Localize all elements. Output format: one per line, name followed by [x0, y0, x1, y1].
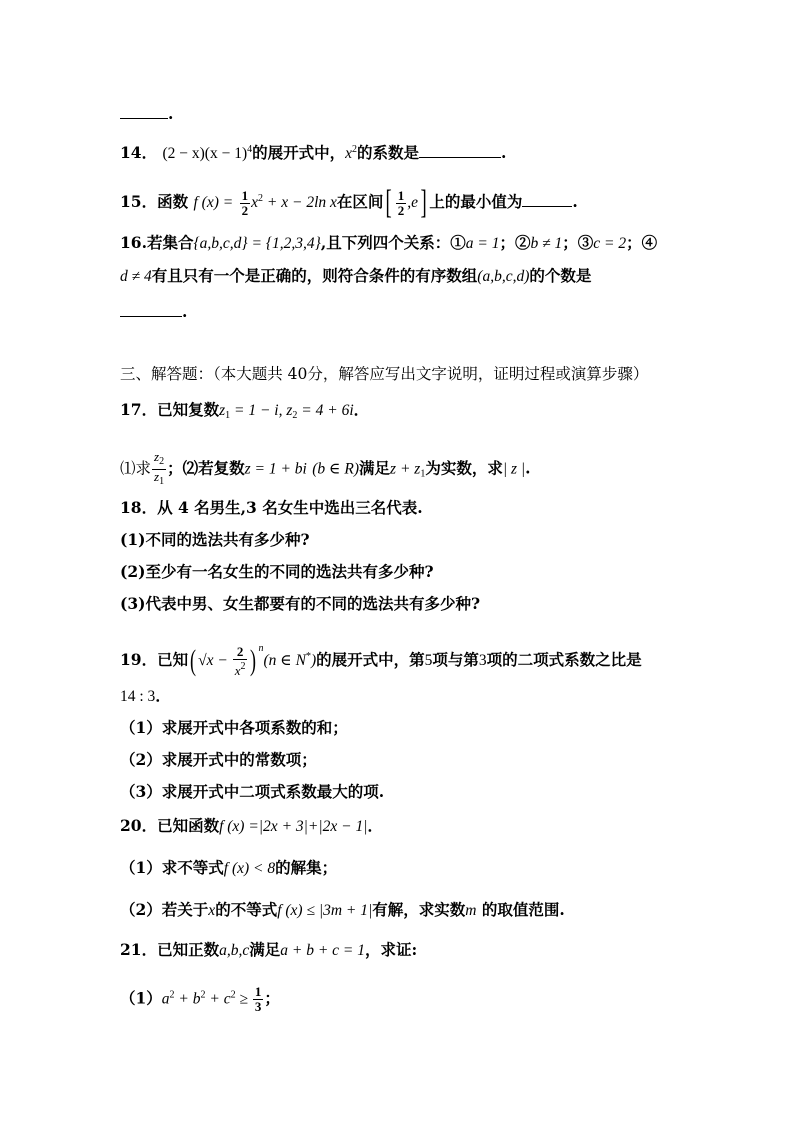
- question-18-part-3: (3)代表中男、女生都要有的不同的选法共有多少种?: [120, 594, 481, 613]
- question-21-part-1: $(1)a^2 + b^2 + c^2$ ≥ $\frac{1}{3}$ ；: [120, 984, 280, 1014]
- fraction: $\frac{1}{2}$: [241, 187, 249, 218]
- question-17-parts: ⑴求 $\frac{z_2}{z_1}$ ；⑵若复数z = 1 + bi (b ∈ R)满足$z + z_1$为实数，求| z |.: [120, 449, 531, 487]
- question-15: 15．函数 f (x) = $\frac{1}{2}$ $x^2 + x - 2\ln$ x在区间[ $\frac{1}{2}$ ,e] 上的最小值为 .: [120, 184, 578, 221]
- question-16-line-1: 16.若集合{a,b,c,d} = {1,2,3,4},且下列四个关系：①a = 1；②b ≠ 1；③c = 2；④: [120, 233, 658, 252]
- question-21: 21．已知正数a,b,c满足a + b + c = 1，求证:: [120, 940, 418, 959]
- question-19-part-1: （1）求展开式中各项系数的和；: [120, 718, 348, 737]
- question-17: 17．已知复数$z_1 = 1 - i$, $z_2 = 4 + 6i$．: [120, 400, 370, 421]
- question-18-part-2: (2)至少有一名女生的不同的选法共有多少种?: [120, 562, 434, 581]
- section-3-heading: 三、解答题：（本大题共 40分，解答应写出文字说明，证明过程或演算步骤）: [120, 365, 649, 383]
- top-continuation: .: [120, 104, 173, 124]
- question-16-line-2: d ≠ 4有且只有一个是正确的，则符合条件的有序数组(a,b,c,d)的个数是: [120, 266, 592, 285]
- question-19-part-3: （3）求展开式中二项式系数最大的项.: [120, 782, 385, 801]
- fraction: $\frac{2}{x^2}$: [234, 643, 246, 678]
- question-19-ratio: 14 : 3．: [120, 686, 171, 705]
- question-20-part-2: （2）若关于x的不等式f (x) ≤ |3m + 1|有解，求实数m 的取值范围.: [120, 900, 565, 919]
- question-16-line-3: .: [120, 302, 187, 322]
- question-19: 19．已知( √x − $\frac{2}{x^2}$ ) $^n$(n ∈ N*)的展开式中，第5项与第3项的二项式系数之比是: [120, 643, 642, 678]
- question-18-part-1: (1)不同的选法共有多少种?: [120, 530, 310, 549]
- question-14: 14． $(2 - x)(x - 1)^4$的展开式中，$x^2$的系数是 .: [120, 143, 507, 162]
- answer-blank: [120, 302, 182, 317]
- question-20: 20．已知函数f (x) =|2x + 3|+|2x − 1|．: [120, 816, 383, 835]
- answer-blank: [522, 192, 572, 207]
- fraction: $\frac{1}{2}$: [397, 187, 405, 218]
- question-18: 18．从 4 名男生,3 名女生中选出三名代表.: [120, 498, 423, 517]
- fraction: $\frac{1}{3}$: [254, 984, 262, 1014]
- fraction: $\frac{z_2}{z_1}$: [154, 449, 165, 487]
- question-19-part-2: （2）求展开式中的常数项；: [120, 750, 317, 769]
- question-20-part-1: （1）求不等式f (x) < 8的解集；: [120, 858, 338, 877]
- answer-blank: [120, 104, 168, 119]
- answer-blank: [419, 143, 501, 158]
